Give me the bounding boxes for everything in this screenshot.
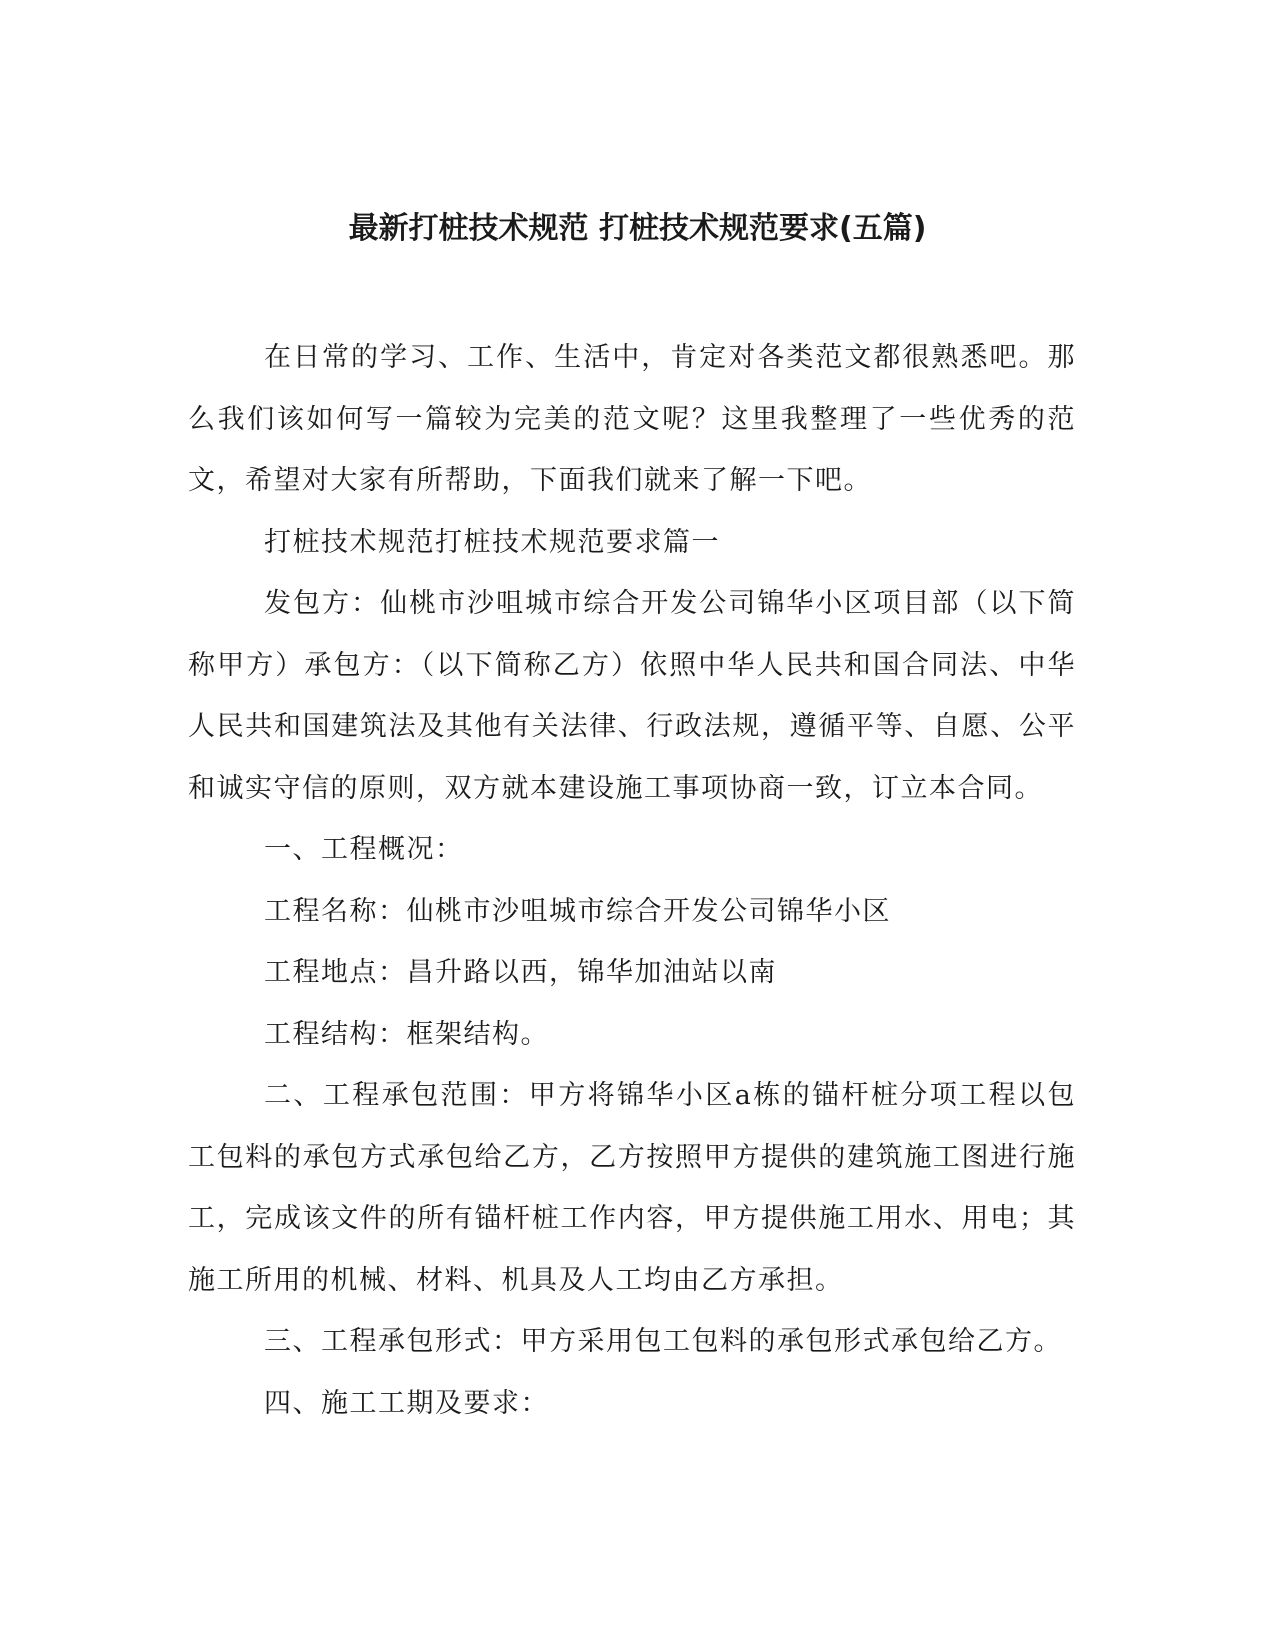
contract-form-paragraph: 三、工程承包形式：甲方采用包工包料的承包形式承包给乙方。 xyxy=(264,1326,1062,1357)
section-heading: 打桩技术规范打桩技术规范要求篇一 xyxy=(264,526,720,558)
project-structure-line: 工程结构：框架结构。 xyxy=(264,1018,549,1050)
project-name-line: 工程名称：仙桃市沙咀城市综合开发公司锦华小区 xyxy=(264,895,891,927)
schedule-heading: 四、施工工期及要求： xyxy=(264,1387,549,1419)
scope-paragraph: 二、工程承包范围：甲方将锦华小区a栋的锚杆桩分项工程以包工包料的承包方式承包给乙方，乙方按照甲方提供的建筑施工图进行施工，完成该文件的所有锚杆桩工作内容，甲方提供施工用水、用电；其施工所用的机械、材料、机具及人工均由乙方承担。 xyxy=(188,1080,1076,1296)
project-location-line: 工程地点：昌升路以西，锦华加油站以南 xyxy=(264,957,777,988)
document-body xyxy=(188,327,1076,1434)
intro-paragraph: 在日常的学习、工作、生活中，肯定对各类范文都很熟悉吧。那么我们该如何写一篇较为完美的范文呢？这里我整理了一些优秀的范文，希望对大家有所帮助，下面我们就来了解一下吧。 xyxy=(188,342,1076,496)
parties-paragraph: 发包方：仙桃市沙咀城市综合开发公司锦华小区项目部（以下简称甲方）承包方：（以下简称乙方）依照中华人民共和国合同法、中华人民共和国建筑法及其他有关法律、行政法规，遵循平等、自愿、公平和诚实守信的原则，双方就本建设施工事项协商一致，订立本合同。 xyxy=(188,588,1076,804)
document-title: 最新打桩技术规范 打桩技术规范要求(五篇) xyxy=(348,211,927,246)
clause-heading: 一、工程概况： xyxy=(264,834,464,865)
